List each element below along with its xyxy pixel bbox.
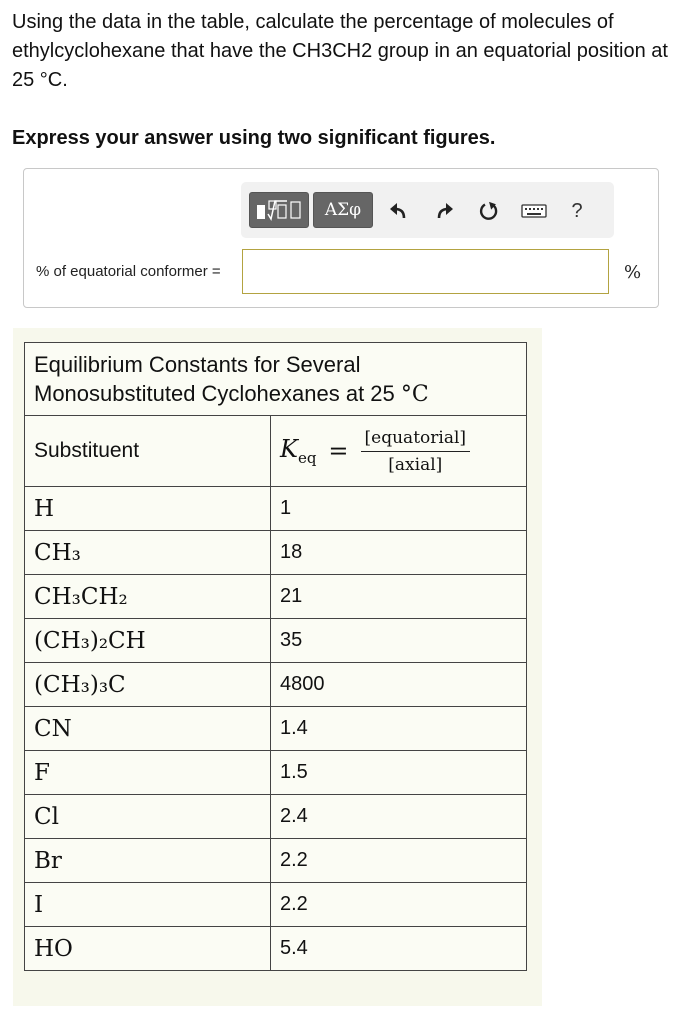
table-row xyxy=(25,619,527,663)
caption-unit: °C xyxy=(400,381,429,407)
substituent-cell: Cl xyxy=(25,795,271,839)
keyboard-icon xyxy=(521,203,547,219)
math-toolbar xyxy=(241,182,614,238)
table-caption xyxy=(25,343,527,416)
table-row xyxy=(25,839,527,883)
question-text: Using the data in the table, calculate the percentage of molecules of ethylcyclohexane that have the CH3CH2 group in an equatorial position at 25 °C. xyxy=(12,11,668,91)
keq-value-cell: 5.4 xyxy=(271,927,527,971)
redo-icon xyxy=(435,202,455,220)
keq-value-cell: 4800 xyxy=(271,663,527,707)
substituent-cell: F xyxy=(25,751,271,795)
substituent-cell: Br xyxy=(25,839,271,883)
substituent-cell: (CH₃)₂CH xyxy=(25,619,271,663)
symbols-button[interactable]: ΑΣφ xyxy=(313,192,373,228)
table-row xyxy=(25,575,527,619)
substituent-cell: CH₃CH₂ xyxy=(25,575,271,619)
keq-denominator: [axial] xyxy=(388,454,443,475)
substituent-cell: CH₃ xyxy=(25,531,271,575)
keq-fraction xyxy=(361,428,471,475)
column-header-substituent: Substituent xyxy=(25,416,271,487)
undo-icon xyxy=(388,202,408,220)
keq-equals: = xyxy=(328,437,349,465)
keq-value-cell: 35 xyxy=(271,619,527,663)
keq-value-cell: 18 xyxy=(271,531,527,575)
table-row xyxy=(25,707,527,751)
keq-value-cell: 1.4 xyxy=(271,707,527,751)
reset-icon xyxy=(478,200,500,222)
keq-value-cell: 2.4 xyxy=(271,795,527,839)
answer-label: % of equatorial conformer = xyxy=(36,263,221,280)
equilibrium-constants-table xyxy=(24,342,527,971)
substituent-cell: I xyxy=(25,883,271,927)
reset-button[interactable] xyxy=(476,198,502,224)
keq-value-cell: 1 xyxy=(271,487,527,531)
table-row xyxy=(25,663,527,707)
keq-value-cell: 1.5 xyxy=(271,751,527,795)
substituent-cell: (CH₃)₃C xyxy=(25,663,271,707)
templates-button[interactable] xyxy=(249,192,309,228)
keq-symbol: $K_{eq}$ xyxy=(280,435,317,467)
undo-button[interactable] xyxy=(385,198,411,224)
table-row xyxy=(25,883,527,927)
keq-value-cell: 2.2 xyxy=(271,883,527,927)
table-row xyxy=(25,927,527,971)
answer-input[interactable] xyxy=(242,249,609,294)
table-row xyxy=(25,487,527,531)
keq-numerator: [equatorial] xyxy=(361,428,471,452)
instruction-text: Express your answer using two significant figures. xyxy=(12,127,496,149)
substituent-cell: H xyxy=(25,487,271,531)
templates-icon xyxy=(254,196,304,224)
substituent-cell: HO xyxy=(25,927,271,971)
keq-value-cell: 2.2 xyxy=(271,839,527,883)
table-row xyxy=(25,795,527,839)
substituent-cell: CN xyxy=(25,707,271,751)
help-button[interactable]: ? xyxy=(571,199,583,222)
table-row xyxy=(25,531,527,575)
redo-button[interactable] xyxy=(432,198,458,224)
caption-line-2: Monosubstituted Cyclohexanes at 25 xyxy=(34,380,401,406)
column-header-keq xyxy=(271,416,527,487)
keq-value-cell: 21 xyxy=(271,575,527,619)
caption-line-1: Equilibrium Constants for Several xyxy=(34,351,361,377)
table-row xyxy=(25,751,527,795)
keyboard-button[interactable] xyxy=(520,198,548,224)
answer-unit: % xyxy=(624,262,642,283)
